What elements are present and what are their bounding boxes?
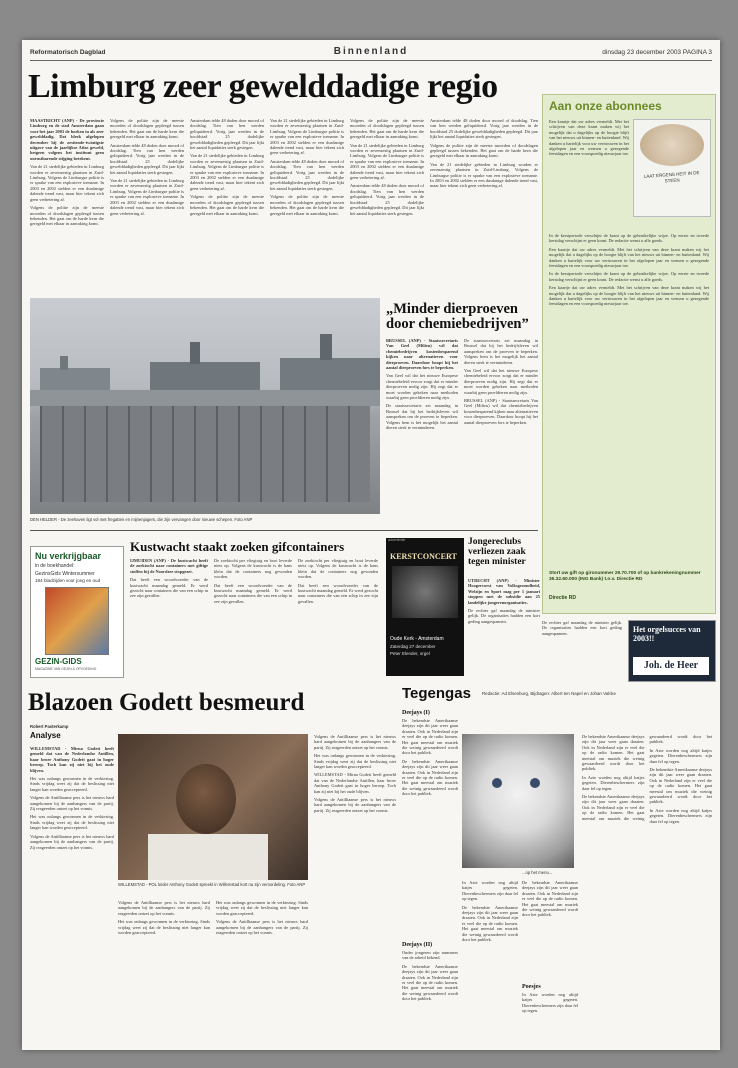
paper-name: Reformatorisch Dagblad — [30, 49, 106, 56]
jongeren-body: De rechter gaf maandag de minister gelijk. De organisaties hadden een kort geding aangespannen. — [468, 608, 540, 624]
lead-intro: MAASTRICHT (ANP) - De provincie Limburg en de stad Amsterdam gaan voor het jaar 2003 de boeken in als zeer gewelddadig. Dat bleek afgelopen december bij de zestiende-twintigste uitgave van de jaarlijkse Atlas geweld, hetgeen volgens het instituut geen onrustbarende stijging betekent. — [30, 118, 104, 161]
jongeren-column — [468, 578, 540, 676]
subscriber-notice-body-2a: In de kerstperiode verschijnt de krant op de gebruikelijke wijze. Op eerste en tweede kerstdag verschijnt er geen krant. De redactie wenst u alle goeds. — [549, 233, 709, 244]
kerstconcert-ad[interactable] — [386, 538, 464, 676]
container-headline: Kustwacht staakt zoeken gifcontainers — [130, 539, 345, 554]
subscriber-notice-footer: Stort uw gift op gironummer 29.70.700 of op bankrekeningnummer 35.32.60.000 (ING Bank) t.n.v. Directie RD — [549, 571, 701, 582]
poesjes-column-3 — [522, 992, 578, 1046]
lead-body-3: Amsterdam telde 48 doden door moord of doodslag. Tien van hen werden geliquideerd. Vorig jaar werden in de hoofdstad 25 dodelijke gewelddadigheden gepleegd. Dit jaar lijkt het aantal liquidaties sterk gestegen. — [190, 118, 264, 151]
lead-body-2c: Volgens de politie zijn de meeste moorden of doodslagen gepleegd tussen bekenden. Het gaat om de harde kern die geregeld met elkaar in aanraking komt. — [190, 194, 264, 216]
blazoen-column-2 — [118, 900, 210, 1046]
poesjes-column-1 — [462, 880, 518, 1046]
poesjes-body-a: In Azie worden nog altijd katjes gegeten. Dierenbeschermers zijn daar fel op tegen. — [462, 880, 518, 902]
lead-body-2: Volgens de politie zijn de meeste moorden of doodslagen gepleegd tussen bekenden. Het gaat om de harde kern die geregeld met elkaar in aanraking komt. — [30, 205, 104, 227]
section-name: Binnenland — [333, 46, 409, 57]
kitten-caption: ...op het menu... — [522, 870, 553, 875]
blazoen-column-4 — [314, 734, 396, 1046]
lead-column-3 — [190, 118, 264, 294]
lead-body-2f: Volgens de politie zijn de meeste moorden of doodslagen gepleegd tussen bekenden. Het gaat om de harde kern die geregeld met elkaar in aanraking komt. — [430, 142, 538, 159]
blazoen-body-2f: Volgens de Antilliaanse pers is het nieuws hard aangekomen bij de aanhangers van de partij. Zij reageerden ontzet op het vonnis. — [314, 797, 396, 813]
page-header — [30, 46, 712, 61]
tegengas-bar — [402, 685, 714, 705]
subscriber-notice-body-2b: Een kaartje dat uw adres vermeldt. Met het schrijven van deze krant maken wij het mogelijk dat u dagelijks op de hoogte blijft van het nieuws uit binnen- en buitenland. Wij danken u hartelijk voor uw vertrouwen in het afgelopen jaar en wensen u gezegende feestdagen en een voorspoedig nieuwjaar toe. — [549, 246, 709, 269]
container-intro: IJMUIDEN (ANP) - De kustwacht heeft de zoektocht naar containers met giftige stoffen bij de Noordzee stopgezet. — [130, 558, 208, 574]
deejays-body: De bekendste Amerikaanse deejays zijn dit jaar weer gaan draaien. Ook in Nederland zijn er veel die op de radio komen. Het gaat meestal om muziek die weinig gewaardeerd wordt door het publiek. — [402, 718, 458, 756]
ad-kerst-name: Oude Kerk - Amsterdam — [390, 636, 444, 642]
poesjes-column-2 — [522, 880, 578, 980]
chem-body-2: De staatssecretaris zei maandag in Brussel dat hij het bedrijfsleven wil aanspreken om de proeven te beperken. Volgens hem is het mogelijk het aantal dieren sterk te verminderen. — [386, 403, 458, 431]
container-column-3 — [298, 558, 378, 676]
ad-kerst-label: advertentie — [388, 538, 406, 542]
tegengas-right-d: In Azie worden nog altijd katjes gegeten. Dierenbeschermers zijn daar fel op tegen. — [649, 747, 712, 764]
newspaper-page — [22, 40, 720, 1050]
subscriber-notice-body-2d: Een kaartje dat uw adres vermeldt. Met het schrijven van deze krant maken wij het mogelijk dat u dagelijks op de hoogte blijft van het nieuws uit binnen- en buitenland. Wij danken u hartelijk voor uw vertrouwen in het afgelopen jaar en wensen u gezegende feestdagen en een voorspoedig nieuwjaar toe. — [549, 285, 709, 307]
blazoen-headline: Blazoen Godett besmeurd — [28, 689, 305, 716]
blazoen-kicker: Analyse — [30, 731, 61, 740]
ad-orgel-title: Het orgelsucces van 2003!! — [633, 625, 701, 643]
blazoen-body-2d: Volgens de Antilliaanse pers is het nieuws hard aangekomen bij de aanhangers van de partij. Zij reageerden ontzet op het vonnis. — [216, 919, 308, 936]
jongeren-intro: UTRECHT (ANP) - Minister Hoogervorst van Volksgezondheid, Welzijn en Sport mag per 1 januari stoppen met de subsidie aan 25 landelijke jongerenorganisaties. — [468, 578, 540, 605]
lead-body-2d: Volgens de politie zijn de meeste moorden of doodslagen gepleegd tussen bekenden. Het gaat om de harde kern die geregeld met elkaar in aanraking komt. — [270, 194, 344, 216]
blazoen-body-2e: Volgens de Antilliaanse pers is het nieuws hard aangekomen bij de aanhangers van de partij. Zij reageerden ontzet op het vonnis. — [314, 734, 396, 750]
chem-column-1 — [386, 338, 458, 526]
container-body-2b: De zoektocht per vliegtuig en boot leverde niets op. Volgens de kustwacht is de kans klein dat de containers nog gevonden worden. — [298, 558, 378, 580]
lead-body-1d: Van de 21 stedelijke gebieden in Limburg worden er zevenzestig plaatsen in Zuid-Limburg. Volgens de Limburgse politie is er sprake van een explosieve toename. In 2003 en 2002 stelden er een dusdanige dalende trend vast, maar hier tekent zich geen verbetering af. — [270, 118, 344, 156]
deejays-column — [402, 718, 458, 938]
tegengas-right-a: De bekendste Amerikaanse deejays zijn dit jaar weer gaan draaien. Ook in Nederland zijn er veel die op de radio komen. Het gaat meestal om muziek die weinig gewaardeerd wordt door het publiek. — [582, 734, 645, 772]
tegengas-right-b: In Azie worden nog altijd katjes gegeten. Dierenbeschermers zijn daar fel op tegen. — [582, 774, 645, 791]
poesjes-body-c: De bekendste Amerikaanse deejays zijn dit jaar weer gaan draaien. Ook in Nederland zijn er veel die op de radio komen. Het gaat meestal om muziek die weinig gewaardeerd wordt door het publiek. — [522, 880, 578, 918]
blazoen-body-1e: Het was onlangs gewonnen in de verkiezing. Sinds vrijdag weet zij dat de beslissing niet langer kan worden geaccepteerd. — [314, 753, 396, 770]
godett-photo — [118, 734, 308, 880]
lead-body-2b: Volgens de politie zijn de meeste moorden of doodslagen gepleegd tussen bekenden. Het gaat om de harde kern die geregeld met elkaar in aanraking komt. — [110, 118, 184, 140]
poesjes-body: In Azie worden nog altijd katjes gegeten. Dierenbeschermers zijn daar fel op tegen. — [522, 992, 578, 1014]
container-body-2: De zoektocht per vliegtuig en boot leverde niets op. Volgens de kustwacht is de kans klein dat de containers nog gevonden worden. — [214, 558, 292, 580]
deejays-body-2b: De bekendste Amerikaanse deejays zijn dit jaar weer gaan draaien. Ook in Nederland zijn er veel die op de radio komen. Het gaat meestal om muziek die weinig gewaardeerd wordt door het publiek. — [402, 963, 458, 1002]
ad-kerst-title: KERSTCONCERT — [390, 552, 457, 561]
lead-body-1e: Van de 21 stedelijke gebieden in Limburg worden er zevenzestig plaatsen in Zuid-Limburg. Volgens de Limburgse politie is er sprake van een explosieve toename. In 2003 en 2002 stelden er een dusdanige dalende trend vast, maar hier tekent zich geen verbetering af. — [350, 142, 424, 181]
tegengas-right-c: De bekendste Amerikaanse deejays zijn dit jaar weer gaan draaien. Ook in Nederland zijn er veel die op de radio komen. Het gaat meestal om muziek die weinig gewaardeerd wordt door het publiek. — [582, 734, 712, 821]
godett-face — [176, 764, 236, 834]
lead-column-5 — [350, 118, 424, 294]
lead-column-2 — [110, 118, 184, 294]
kitten-photo — [462, 734, 574, 868]
poesjes-title: Poesjes — [522, 984, 541, 990]
deejays-column-2 — [402, 950, 458, 1046]
harbour-water — [30, 390, 380, 406]
ad-boek-sub: in de boekhandel: — [35, 563, 75, 569]
lead-body-3b: Amsterdam telde 48 doden door moord of doodslag. Tien van hen werden geliquideerd. Vorig jaar werden in de hoofdstad 25 dodelijke gewelddadigheden gepleegd. Dit jaar lijkt het aantal liquidaties sterk gestegen. — [110, 142, 184, 175]
page-date: dinsdag 23 december 2003 PAGINA 3 — [602, 49, 712, 56]
chem-body-1: Van Geel wil dat het nieuwe Europese chemiebeleid ervoor zorgt dat er minder dierproeven nodig zijn. Hij zegt dat er moet worden gekeken naar methoden waarbij geen proefdieren nodig zijn. — [386, 373, 458, 401]
ship-3-mast — [320, 334, 332, 360]
child-face-photo — [640, 124, 704, 166]
subscriber-notice-body: Een kaartje dat uw adres vermeldt. Met het schrijven van deze krant maken wij het mogelijk dat u dagelijks op de hoogte blijft van het nieuws uit binnen- en buitenland. Wij danken u hartelijk voor uw vertrouwen in het afgelopen jaar en wensen u gezegende feestdagen en een voorspoedig nieuwjaar toe. — [549, 119, 629, 157]
orgel-ad[interactable] — [628, 620, 716, 682]
ship-2-mast — [190, 342, 200, 364]
lead-body-3d: Amsterdam telde 48 doden door moord of doodslag. Tien van hen werden geliquideerd. Vorig jaar werden in de hoofdstad 25 dodelijke gewelddadigheden gepleegd. Dit jaar lijkt het aantal liquidaties sterk gestegen. — [270, 158, 344, 191]
concert-photo — [392, 566, 458, 618]
ship-3 — [280, 358, 380, 390]
container-body-1c: Dat heeft een woordvoerder van de kustwacht maandag gemeld. Er werd gezocht naar containers die van een schip in zee zijn gevallen. — [298, 582, 378, 604]
subscriber-notice-sign: Directie RD — [549, 595, 576, 601]
blazoen-body-1b: Het was onlangs gewonnen in de verkiezing. Sinds vrijdag weet zij dat de beslissing niet langer kan worden geaccepteerd. — [30, 814, 114, 831]
deejays-title-2: Deejays (II) — [402, 942, 433, 948]
chem-intro: BRUSSEL (ANP) - Staatssecretaris Van Geel (Milieu) wil dat chemiebedrijven kostenbesparend kijken naar alternatieven voor dierproeven. Daardoor hoopt hij het aantal dierproeven fors te beperken. — [386, 338, 458, 371]
container-column-2 — [214, 558, 292, 676]
ad-kerst-host: Peter Elender, orgel — [390, 651, 430, 656]
photo2-caption: WILLEMSTAD - POL leider Anthony Godett spreekt in Willemstad kort na zijn veroordeling. Foto ANP — [118, 882, 306, 887]
ad-boek-brand-sub: MAGAZINE VAN GEZIN & OPVOEDING — [35, 667, 97, 671]
blazoen-intro: WILLEMSTAD - Mirna Godett heeft gemeld dat van de Nederlandse Antillen, haar broer Anthony Godett gaat in hoger beroep. Toch kan zij niet bij het oude blijven. — [30, 746, 114, 773]
lead-body-1b: Van de 21 stedelijke gebieden in Limburg worden er zevenzestig plaatsen in Zuid-Limburg. Volgens de Limburgse politie is er sprake van een explosieve toename. In 2003 en 2002 stelden er een dusdanige dalende trend vast, maar hier tekent zich geen verbetering af. — [110, 178, 184, 216]
section-divider — [30, 530, 538, 531]
ships-photo — [30, 298, 380, 514]
blazoen-column-1 — [30, 746, 114, 1046]
blazoen-intro-e: WILLEMSTAD - Mirna Godett heeft gemeld dat van de Nederlandse Antillen, haar broer Anthony Godett gaat in hoger beroep. Toch kan zij niet bij het oude blijven. — [314, 772, 396, 794]
tegengas-right-columns — [582, 734, 712, 1046]
deejays-body-b: De bekendste Amerikaanse deejays zijn dit jaar weer gaan draaien. Ook in Nederland zijn er veel die op de radio komen. Het gaat meestal om muziek die weinig gewaardeerd wordt door het publiek. — [402, 758, 458, 797]
lead-headline: Limburg zeer gewelddadige regio — [28, 68, 498, 105]
lead-column-6 — [430, 118, 538, 294]
gezinsgids-cover — [45, 587, 109, 655]
deejays-title: Deejays (I) — [402, 710, 430, 716]
right-short-article — [542, 620, 622, 680]
subscriber-notice-body-2c: In de kerstperiode verschijnt de krant op de gebruikelijke wijze. Op eerste en tweede kerstdag verschijnt er geen krant. De redactie wenst u alle goeds. — [549, 271, 709, 282]
container-column-1 — [130, 558, 208, 676]
tegengas-right-f: In Azie worden nog altijd katjes gegeten. Dierenbeschermers zijn daar fel op tegen. — [649, 807, 712, 824]
chem-headline: „Minder dierproeven door chemiebedrijven” — [386, 301, 529, 333]
ad-boek-line2: 184 bladzijden voor jong en oud — [35, 578, 101, 583]
godett-shirt — [148, 834, 268, 880]
ad-boek-line: GezinsGids Wintersummer — [35, 571, 95, 577]
tegengas-right-e: De bekendste Amerikaanse deejays zijn dit jaar weer gaan draaien. Ook in Nederland zijn er veel die op de radio komen. Het gaat meestal om muziek die weinig gewaardeerd wordt door het publiek. — [649, 767, 712, 805]
lead-body-1c: Van de 21 stedelijke gebieden in Limburg worden er zevenzestig plaatsen in Zuid-Limburg. Volgens de Limburgse politie is er sprake van een explosieve toename. In 2003 en 2002 stelden er een dusdanige dalende trend vast, maar hier tekent zich geen verbetering af. — [190, 153, 264, 191]
right-short-body: De rechter gaf maandag de minister gelijk. De organisaties hadden een kort geding aangespannen. — [542, 620, 622, 636]
lead-body-1f: Van de 21 stedelijke gebieden in Limburg worden er zevenzestig plaatsen in Zuid-Limburg. Volgens de Limburgse politie is er sprake van een explosieve toename. In 2003 en 2002 stelden er een dusdanige dalende trend vast, maar hier tekent zich geen verbetering af. — [430, 161, 538, 189]
blazoen-author: Robert Pasterkamp — [30, 724, 69, 729]
lead-body-3f: Amsterdam telde 48 doden door moord of doodslag. Tien van hen werden geliquideerd. Vorig jaar werden in de hoofdstad 25 dodelijke gewelddadigheden gepleegd. Dit jaar lijkt het aantal liquidaties sterk gestegen. — [430, 118, 538, 140]
child-drawing-text: LAAT ERGENS HEIT IN DE STEEN — [643, 170, 700, 184]
blazoen-body-1: Het was onlangs gewonnen in de verkiezing. Sinds vrijdag weet zij dat de beslissing niet langer kan worden geaccepteerd. — [30, 776, 114, 792]
container-body-1: Dat heeft een woordvoerder van de kustwacht maandag gemeld. Er werd gezocht naar containers die van een schip in zee zijn gevallen. — [130, 577, 208, 599]
subscriber-notice-title: Aan onze abonnees — [549, 99, 662, 113]
lead-body-2e: Volgens de politie zijn de meeste moorden of doodslagen gepleegd tussen bekenden. Het gaat om de harde kern die geregeld met elkaar in aanraking komt. — [350, 118, 424, 140]
container-stacks — [40, 406, 370, 502]
lead-column-4 — [270, 118, 344, 294]
tegengas-credit: Redactie: Ad Elsenburg, Bijdragen: Albert ten Napel en Johan Valcke — [482, 691, 616, 696]
chem-body-2b: De staatssecretaris zei maandag in Brussel dat hij het bedrijfsleven wil aanspreken om de proeven te beperken. Volgens hem is het mogelijk het aantal dieren sterk te verminderen. — [464, 338, 538, 365]
ad-kerst-date: Zaterdag 27 december — [390, 644, 436, 649]
blazoen-body-1d: Het was onlangs gewonnen in de verkiezing. Sinds vrijdag weet zij dat de beslissing niet langer kan worden geaccepteerd. — [216, 900, 308, 916]
chem-column-2 — [464, 338, 538, 526]
ad-orgel-brand: Joh. de Heer — [633, 657, 709, 675]
ad-boek-title: Nu verkrijgbaar — [35, 551, 102, 561]
ship-1 — [40, 368, 110, 390]
lead-column-1 — [30, 118, 104, 294]
tegengas-title: Tegengas — [402, 685, 471, 702]
deejays-body-2: Onder jongeren zijn nummers van de arbeid bekend. — [402, 950, 458, 961]
photo1-caption: DEN HELDER - De zeehaven ligt vol met fregatten en mijnenjagers, die zijn vervangen door nieuwe schepen. Foto ANP — [30, 517, 253, 522]
ship-1-mast — [60, 356, 68, 370]
lead-body-3e: Amsterdam telde 48 doden door moord of doodslag. Tien van hen werden geliquideerd. Vorig jaar werden in de hoofdstad 25 dodelijke gewelddadigheden gepleegd. Dit jaar lijkt het aantal liquidaties sterk gestegen. — [350, 183, 424, 216]
blazoen-body-1c: Het was onlangs gewonnen in de verkiezing. Sinds vrijdag weet zij dat de beslissing niet langer kan worden geaccepteerd. — [118, 919, 210, 936]
container-body-1b: Dat heeft een woordvoerder van de kustwacht maandag gemeld. Er werd gezocht naar containers die van een schip in zee zijn gevallen. — [214, 582, 292, 604]
subscriber-notice-box — [542, 94, 716, 614]
blazoen-column-3 — [216, 900, 308, 1046]
poesjes-body-b: De bekendste Amerikaanse deejays zijn dit jaar weer gaan draaien. Ook in Nederland zijn er veel die op de radio komen. Het gaat meestal om muziek die weinig gewaardeerd wordt door het publiek. — [462, 904, 518, 943]
ship-2 — [150, 362, 260, 390]
blazoen-body-2c: Volgens de Antilliaanse pers is het nieuws hard aangekomen bij de aanhangers van de partij. Zij reageerden ontzet op het vonnis. — [118, 900, 210, 916]
chem-body-1b: Van Geel wil dat het nieuwe Europese chemiebeleid ervoor zorgt dat er minder dierproeven nodig zijn. Hij zegt dat er moet worden gekeken naar methoden waarbij geen proefdieren nodig zijn. — [464, 368, 538, 395]
chem-intro-b: BRUSSEL (ANP) - Staatssecretaris Van Geel (Milieu) wil dat chemiebedrijven kostenbesparend kijken naar alternatieven voor dierproeven. Daardoor hoopt hij het aantal dierproeven fors te beperken. — [464, 398, 538, 425]
ad-boek-brand: GEZIN-GIDS — [35, 657, 82, 666]
gezinsgids-ad[interactable] — [30, 546, 124, 678]
subscriber-notice-body-2 — [549, 233, 709, 563]
blazoen-body-2b: Volgens de Antilliaanse pers is het nieuws hard aangekomen bij de aanhangers van de partij. Zij reageerden ontzet op het vonnis. — [30, 833, 114, 850]
kitten-eye-right — [530, 778, 540, 788]
child-drawing — [633, 119, 711, 217]
lead-body-1: Van de 21 stedelijke gebieden in Limburg worden er zevenzestig plaatsen in Zuid-Limburg. Volgens de Limburgse politie is er sprake van een explosieve toename. In 2003 en 2002 stelden er een dusdanige dalende trend vast, maar hier tekent zich geen verbetering af. — [30, 164, 104, 202]
blazoen-body-2: Volgens de Antilliaanse pers is het nieuws hard aangekomen bij de aanhangers van de partij. Zij reageerden ontzet op het vonnis. — [30, 795, 114, 812]
kitten-eye-left — [492, 778, 502, 788]
jongeren-headline: Jongereclubs verliezen zaak tegen minister — [468, 537, 526, 567]
